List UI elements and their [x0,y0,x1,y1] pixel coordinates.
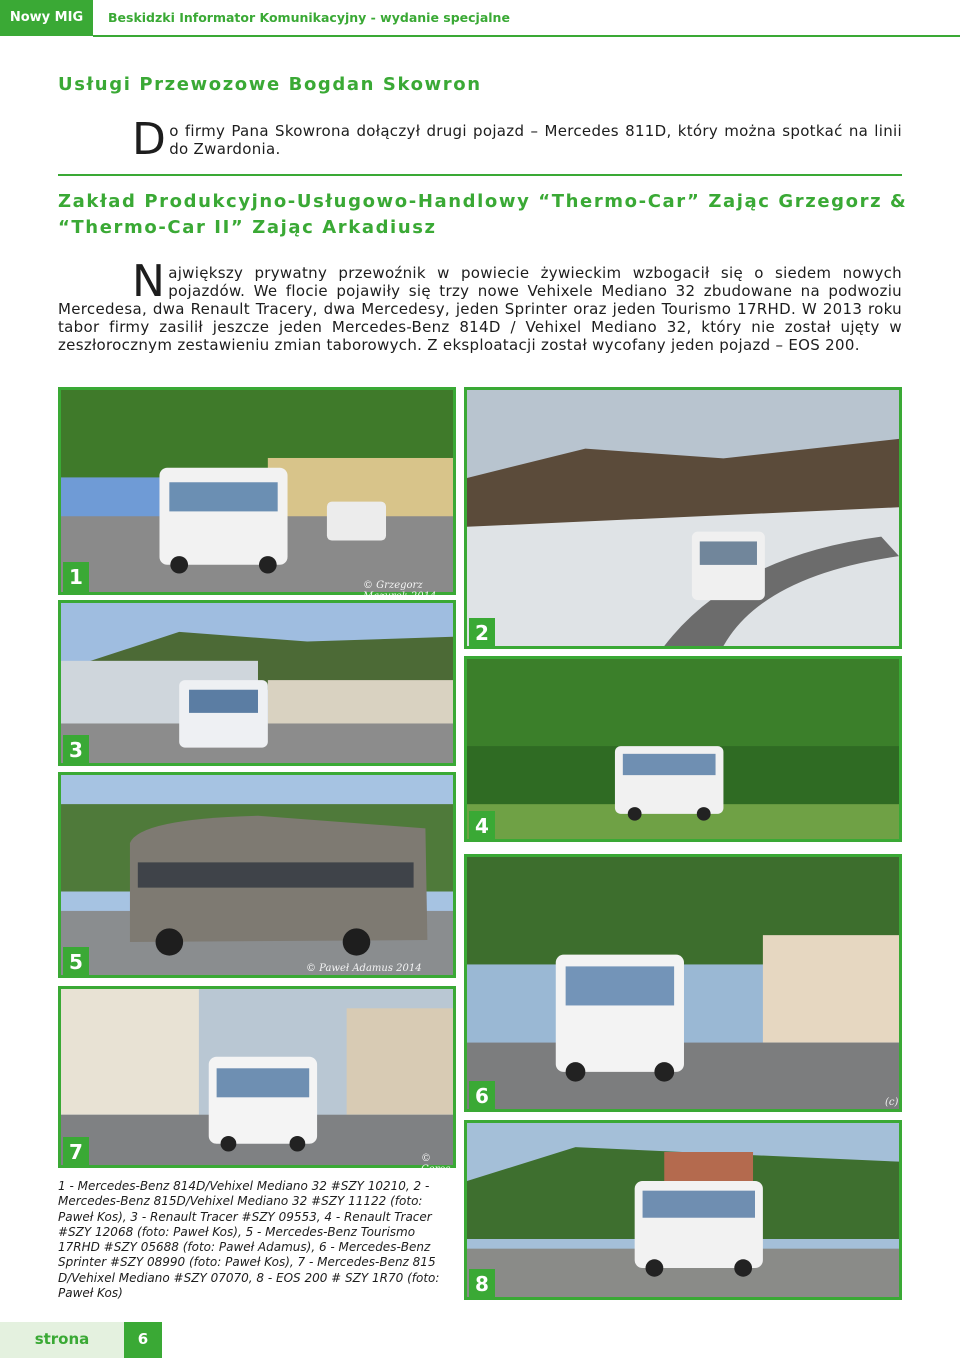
section-text-skowron [132,114,902,165]
section-title-skowron: Usługi Przewozowe Bogdan Skowron [58,74,482,95]
photo-2-image [467,390,899,646]
photo-1 [58,387,456,602]
section-title-thermocar-line1: Zakład Produkcyjno-Usługowo-Handlowy “Thermo-Car” Zając Grzegorz & [58,191,908,212]
photo-8 [464,1120,902,1300]
paragraph-body: ajwiększy prywatny przewoźnik w powiecie żywieckim wzbogacił się o siedem nowych pojazdów. We flocie pojawiły się trzy nowe Vehixele Mediano 32 zbudowane na podwoziu Mercedesa, dwa Renault Tracery, dwa Mercedesy, jeden Sprinter oraz jeden Tourismo 17RHD. W 2013 roku tabor firmy zasilił jeszcze jeden Mercedes-Benz 814D / Vehixel Mediano 32, który nie został ujęty w zeszłorocznym zestawieniu zmian taborowych. Z eksploatacji został wycofany jeden pojazd – EOS 200. [58,264,902,354]
photo-7 [58,986,456,1175]
photo-6-image [467,857,899,1109]
photo-3-number: 3 [63,735,89,765]
photo-8-image [467,1123,899,1297]
photo-4 [464,656,902,842]
section-divider [58,174,902,176]
footer-page-number: 6 [124,1322,162,1358]
header-rule [93,35,960,37]
drop-cap: N [132,256,166,307]
drop-cap: D [132,114,167,165]
photo-7-image [61,989,453,1165]
photo-4-image [467,659,899,839]
photo-2-number: 2 [469,618,495,648]
magazine-tag: Nowy MIG [0,0,93,36]
photo-5-credit: © Paweł Adamus 2014 [306,963,422,974]
photo-1-number: 1 [63,562,89,592]
photo-6-credit: (c) [885,1097,899,1108]
photo-4-number: 4 [469,811,495,841]
paragraph-body: o firmy Pana Skowrona dołączył drugi pojazd – Mercedes 811D, który można spotkać na linii do Zwardonia. [169,122,902,158]
photo-1-image [61,390,453,592]
photo-3 [58,600,456,766]
photo-7-credit: © Ceros [421,1153,451,1175]
magazine-title: Beskidzki Informator Komunikacyjny - wydanie specjalne [108,10,510,25]
section-title-thermocar-line2: “Thermo-Car II” Zając Arkadiusz [58,217,437,238]
section-text-thermocar [58,256,902,354]
photo-5 [58,772,456,978]
footer-page-label: strona [0,1322,124,1358]
photo-6 [464,854,902,1112]
photo-2 [464,387,902,649]
photo-8-number: 8 [469,1269,495,1299]
photo-3-image [61,603,453,763]
photo-7-number: 7 [63,1137,89,1167]
photo-caption: 1 - Mercedes-Benz 814D/Vehixel Mediano 32 #SZY 10210, 2 - Mercedes-Benz 815D/Vehixel Mediano 32 #SZY 11122 (foto: Paweł Kos), 3 - Renault Tracer #SZY 09553, 4 - Renault Tracer #SZY 12068 (foto: Paweł Kos), 5 - Mercedes-Benz Tourismo 17RHD #SZY 05688 (foto: Paweł Adamus), 6 - Mercedes-Benz Sprinter #SZY 08990 (foto: Paweł Kos), 7 - Mercedes-Benz 815 D/Vehixel Mediano #SZY 07070, 8 - EOS 200 # SZY 1R70 (foto: Paweł Kos) [58,1179,440,1301]
photo-1-credit: © Grzegorz Mazurek 2014 [363,580,437,602]
photo-5-number: 5 [63,947,89,977]
photo-5-image [61,775,453,975]
page-header [0,0,960,38]
photo-6-number: 6 [469,1081,495,1111]
